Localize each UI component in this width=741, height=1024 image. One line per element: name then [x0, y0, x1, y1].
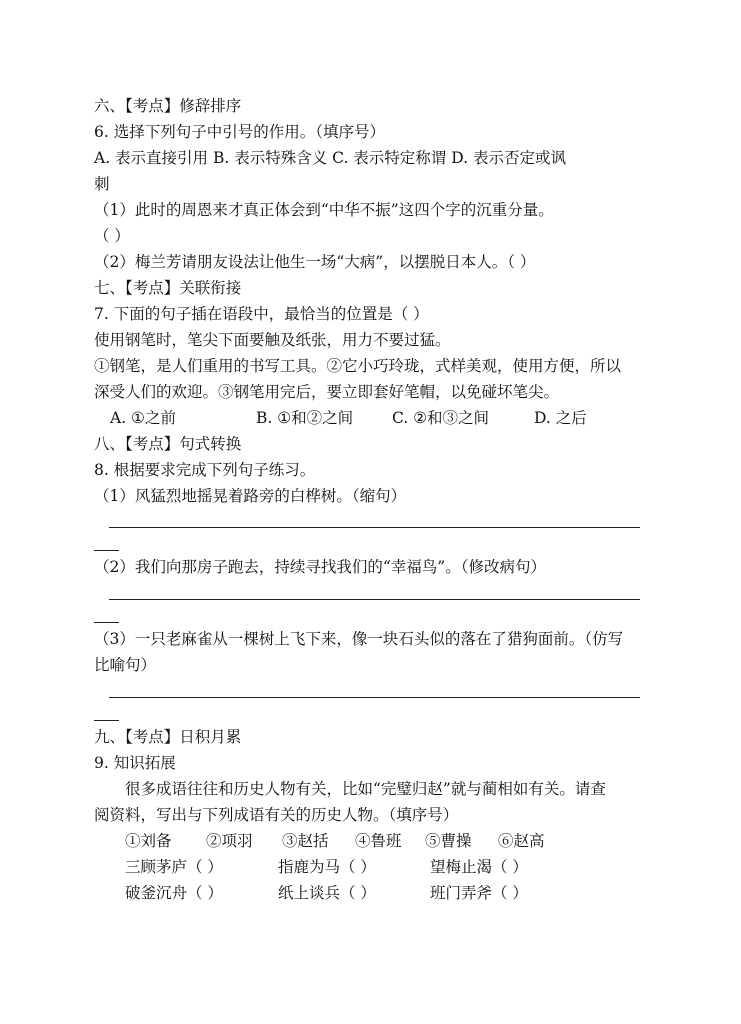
answer-line-1-stub: [94, 550, 119, 551]
section-6-heading: 六、【考点】修辞排序: [94, 97, 242, 115]
idiom-blank[interactable]: 破釜沉舟（ ）: [125, 884, 223, 902]
question-8-item-2: （2）我们向那房子跑去，持续寻找我们的“幸福鸟”。（修改病句）: [94, 558, 546, 576]
question-7-paragraph-wrap: 深受人们的欢迎。③钢笔用完后，要立即套好笔帽，以免碰坏笔尖。: [94, 383, 560, 401]
question-6-item-2: （2）梅兰芳请朋友设法让他生一场“大病”，以摆脱日本人。（ ）: [94, 253, 536, 271]
question-6-options: A. 表示直接引用 B. 表示特殊含义 C. 表示特定称谓 D. 表示否定或讽: [94, 149, 566, 167]
question-7-option[interactable]: C. ②和③之间: [392, 409, 490, 427]
section-7-heading: 七、【考点】关联衔接: [94, 279, 242, 297]
question-9-stem: 9. 知识拓展: [94, 754, 176, 772]
section-9-heading: 九、【考点】日积月累: [94, 728, 242, 746]
question-7-options: [110, 407, 670, 429]
person-option: ④鲁班: [355, 832, 402, 850]
question-7-option[interactable]: D. 之后: [534, 409, 587, 427]
person-option: ③赵括: [282, 832, 329, 850]
answer-line-3[interactable]: [109, 697, 640, 698]
question-9-paragraph-wrap: 阅资料，写出与下列成语有关的历史人物。（填序号）: [94, 806, 459, 824]
question-7-option[interactable]: A. ①之前: [110, 409, 176, 427]
question-9-paragraph: 很多成语往往和历史人物有关，比如“完璧归赵”就与蔺相如有关。请查: [125, 780, 606, 798]
answer-line-2[interactable]: [109, 599, 640, 600]
question-7-option[interactable]: B. ①和②之间: [256, 409, 354, 427]
question-8-stem: 8. 根据要求完成下列句子练习。: [94, 461, 316, 479]
question-9-idioms-row-1: [125, 856, 685, 878]
person-option: ②项羽: [206, 832, 253, 850]
idiom-blank[interactable]: 班门弄斧（ ）: [430, 884, 528, 902]
question-6-stem: 6. 选择下列句子中引号的作用。（填序号）: [94, 123, 385, 141]
person-option: ⑥赵高: [498, 832, 545, 850]
question-8-item-3: （3）一只老麻雀从一棵树上飞下来，像一块石头似的落在了猎狗面前。（仿写: [94, 630, 624, 648]
answer-line-2-stub: [94, 622, 119, 623]
question-7-stem: 7. 下面的句子插在语段中，最恰当的位置是（ ）: [94, 305, 429, 323]
question-6-item-1: （1）此时的周恩来才真正体会到“中华不振”这四个字的沉重分量。: [94, 201, 554, 219]
question-6-options-wrap: 刺: [94, 175, 110, 193]
idiom-blank[interactable]: 望梅止渴（ ）: [430, 858, 528, 876]
idiom-blank[interactable]: 指鹿为马（ ）: [278, 858, 376, 876]
question-9-idioms-row-2: [125, 882, 685, 904]
question-8-item-3-wrap: 比喻句）: [94, 656, 157, 674]
question-9-people-list: [125, 830, 685, 852]
idiom-blank[interactable]: 纸上谈兵（ ）: [278, 884, 376, 902]
question-7-sentence: 使用钢笔时，笔尖下面要触及纸张，用力不要过猛。: [94, 331, 451, 349]
person-option: ⑤曹操: [425, 832, 472, 850]
answer-line-1[interactable]: [109, 527, 640, 528]
person-option: ①刘备: [125, 832, 172, 850]
question-8-item-1: （1）风猛烈地摇晃着路旁的白桦树。（缩句）: [94, 487, 407, 505]
answer-line-3-stub: [94, 720, 119, 721]
question-6-item-1-answer-blank[interactable]: （ ）: [94, 227, 130, 245]
section-8-heading: 八、【考点】句式转换: [94, 435, 242, 453]
idiom-blank[interactable]: 三顾茅庐（ ）: [125, 858, 223, 876]
question-7-paragraph: ①钢笔，是人们重用的书写工具。②它小巧玲珑，式样美观，使用方便，所以: [94, 357, 622, 375]
